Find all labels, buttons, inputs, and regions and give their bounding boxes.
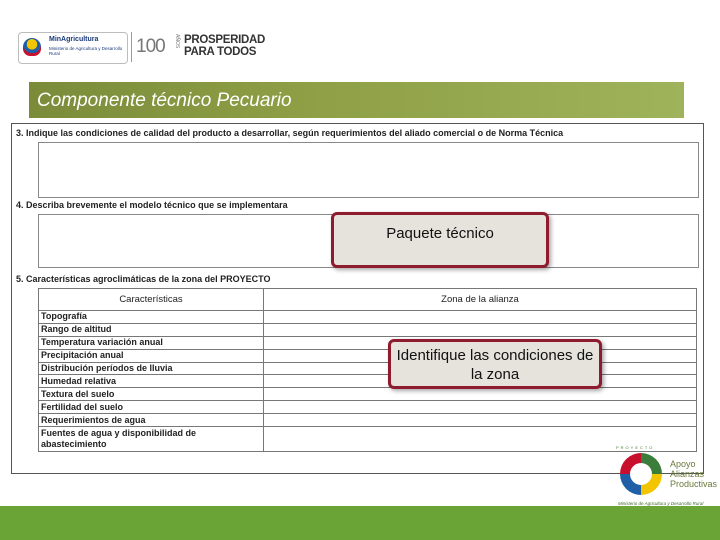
header-logos: [18, 30, 318, 66]
row-label: Textura del suelo: [39, 388, 264, 401]
minagricultura-name: MinAgricultura: [49, 36, 99, 43]
row-label: Temperatura variación anual: [39, 336, 264, 349]
row-label: Fuentes de agua y disponibilidad de abastecimiento: [39, 427, 264, 452]
row-label: Rango de altitud: [39, 323, 264, 336]
identifique-text: Identifique las condiciones de la zona: [396, 347, 594, 383]
prosperidad-line1: PROSPERIDAD: [184, 34, 266, 46]
row-label: Topografía: [39, 311, 264, 324]
row-label: Precipitación anual: [39, 349, 264, 362]
cien-anos-label: AÑOS: [174, 34, 180, 49]
table-row: [39, 388, 697, 401]
question-3-answer-box[interactable]: [38, 142, 699, 198]
question-4-label: 4. Describa brevemente el modelo técnico que se implementara: [16, 200, 288, 210]
coat-of-arms-icon: [23, 38, 41, 56]
form-panel: [11, 123, 704, 474]
table-row: [39, 414, 697, 427]
apoyo-ring-icon: [620, 453, 662, 495]
row-value-cell[interactable]: [264, 414, 697, 427]
table-header-row: [39, 289, 697, 311]
apoyo-line1: Apoyo: [670, 459, 696, 469]
paquete-tecnico-callout: [331, 212, 549, 268]
cien-anos-number: 100: [136, 36, 165, 57]
paquete-tecnico-text: Paquete técnico: [386, 225, 494, 242]
minagricultura-logo: [18, 32, 128, 64]
row-label: Fertilidad del suelo: [39, 401, 264, 414]
row-label: Distribución períodos de lluvia: [39, 362, 264, 375]
apoyo-arc-text: PROYECTO: [616, 445, 655, 450]
apoyo-line3: Productivas: [670, 479, 718, 489]
table-row: [39, 427, 697, 452]
question-5-label: 5. Características agroclimáticas de la zona del PROYECTO: [16, 274, 271, 284]
identifique-callout: [388, 339, 602, 389]
row-value-cell[interactable]: [264, 311, 697, 324]
row-value-cell[interactable]: [264, 323, 697, 336]
table-row: [39, 401, 697, 414]
prosperidad-line2: PARA TODOS: [184, 46, 257, 58]
title-bar: [29, 82, 684, 118]
question-3-label: 3. Indique las condiciones de calidad del producto a desarrollar, según requerimientos del aliado comercial o de Norma Técnica: [16, 128, 564, 138]
apoyo-label: [670, 459, 717, 489]
row-label: Requerimientos de agua: [39, 414, 264, 427]
table-row: [39, 311, 697, 324]
table-header-zona: Zona de la alianza: [264, 289, 697, 311]
bottom-strip: [0, 506, 720, 540]
row-value-cell[interactable]: [264, 401, 697, 414]
table-header-caracteristicas: Características: [39, 289, 264, 311]
apoyo-line2: Alianzas: [670, 469, 705, 479]
prosperidad-logo: [184, 34, 265, 58]
apoyo-ministerio: Ministerio de Agricultura y Desarrollo Rural: [618, 501, 704, 506]
logo-divider: [131, 32, 132, 62]
row-value-cell[interactable]: [264, 388, 697, 401]
minagricultura-subtitle: Ministerio de Agricultura y Desarrollo Rural: [49, 46, 123, 56]
table-row: [39, 323, 697, 336]
row-label: Humedad relativa: [39, 375, 264, 388]
apoyo-alianzas-logo: [612, 445, 720, 507]
page-title: Componente técnico Pecuario: [37, 90, 292, 111]
